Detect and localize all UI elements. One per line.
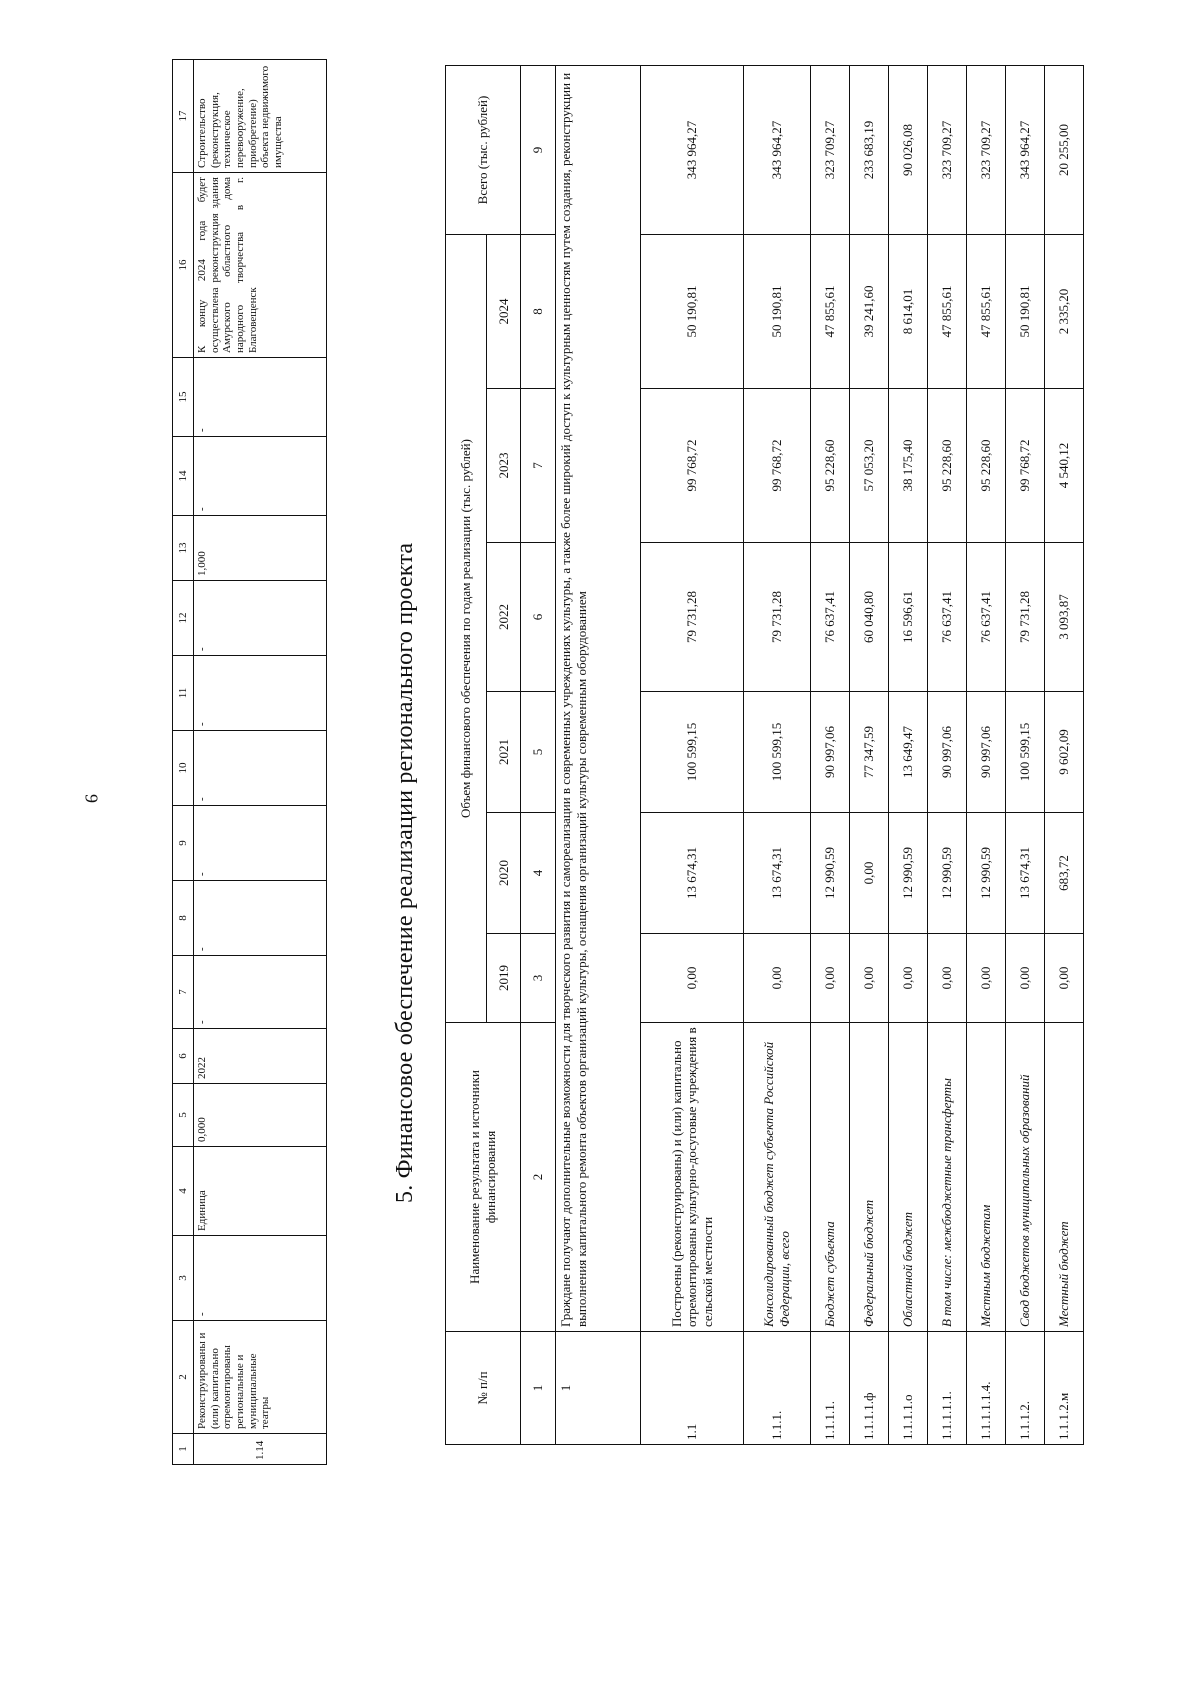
- row-value: 4 540,12: [1045, 389, 1084, 543]
- row-value: 0,00: [967, 934, 1006, 1023]
- row-value: 0,00: [889, 934, 928, 1023]
- row-number: 1.1.1.1.1.4.: [967, 1332, 1006, 1445]
- year-header: 2019: [487, 934, 521, 1023]
- financing-row: [811, 66, 850, 1445]
- cell: -: [194, 731, 327, 806]
- row-value: 100 599,15: [1006, 692, 1045, 813]
- row-name: Местным бюджетам: [967, 1023, 1006, 1332]
- row-value: 12 990,59: [811, 813, 850, 934]
- page-number: 9: [81, 794, 102, 803]
- row-number: 1.1.1.1.о: [889, 1332, 928, 1445]
- row-name: Построены (реконструированы) и (или) капитально отремонтированы культурно-досуговые учреждения в сельской местности: [641, 1023, 744, 1332]
- row-value: 9 602,09: [1045, 692, 1084, 813]
- row-value: 90 997,06: [928, 692, 967, 813]
- header-total: Всего (тыс. рублей): [446, 66, 521, 235]
- table1-col-header: 9: [173, 806, 194, 881]
- unit-cell: Единица: [194, 1147, 327, 1236]
- row-value: 79 731,28: [1006, 543, 1045, 692]
- row-total: 90 026,08: [889, 66, 928, 235]
- row-value: 47 855,61: [967, 235, 1006, 389]
- table1-row: [194, 60, 327, 1465]
- table1-col-header: 13: [173, 516, 194, 581]
- index-cell: 5: [521, 692, 556, 813]
- row-value: 12 990,59: [967, 813, 1006, 934]
- table1-col-header: 14: [173, 437, 194, 516]
- row-number: 1.1.1.2.: [1006, 1332, 1045, 1445]
- row-value: 0,00: [850, 813, 889, 934]
- row-value: 0,00: [1045, 934, 1084, 1023]
- row-value: 3 093,87: [1045, 543, 1084, 692]
- cell: -: [194, 581, 327, 656]
- index-cell: 2: [521, 1023, 556, 1332]
- index-cell: 4: [521, 813, 556, 934]
- row-value: 13 674,31: [641, 813, 744, 934]
- row-number: 1.1.1.1.: [811, 1332, 850, 1445]
- cell: 1,000: [194, 516, 327, 581]
- header-volume: Объем финансового обеспечения по годам реализации (тыс. рублей): [446, 235, 487, 1023]
- cell: -: [194, 881, 327, 956]
- year-header: 2023: [487, 389, 521, 543]
- row-value: 47 855,61: [928, 235, 967, 389]
- row-value: 2 335,20: [1045, 235, 1084, 389]
- row-total: 233 683,19: [850, 66, 889, 235]
- row-value: 0,00: [641, 934, 744, 1023]
- type-cell: Строительство (реконструкция, техническое перевооружение, приобретение) объекта недвижимого имущества: [194, 60, 327, 173]
- index-cell: 6: [521, 543, 556, 692]
- cell: -: [194, 437, 327, 516]
- index-cell: 7: [521, 389, 556, 543]
- results-table-continuation: [172, 59, 327, 1465]
- table1-col-header: 10: [173, 731, 194, 806]
- table1-col-header: 1: [173, 1434, 194, 1465]
- cell: 0,000: [194, 1084, 327, 1147]
- year-header: 2020: [487, 813, 521, 934]
- row-value: 99 768,72: [744, 389, 811, 543]
- row-value: 683,72: [1045, 813, 1084, 934]
- goal-text: Граждане получают дополнительные возможности для творческого развития и самореализации в современных учреждениях культуры, а также более широкий доступ к культурным ценностям путем создания, реконструкции и выполнения капитального ремонта объектов организаций культуры, оснащения организаций культуры современным оборудованием: [556, 66, 641, 1332]
- index-cell: 1: [521, 1332, 556, 1445]
- row-value: 38 175,40: [889, 389, 928, 543]
- financing-row: [1045, 66, 1084, 1445]
- table1-col-header: 2: [173, 1321, 194, 1434]
- index-cell: 3: [521, 934, 556, 1023]
- row-value: 13 649,47: [889, 692, 928, 813]
- row-name: Свод бюджетов муниципальных образований: [1006, 1023, 1045, 1332]
- table1-col-header: 4: [173, 1147, 194, 1236]
- characteristic-cell: К концу 2024 года будет осуществлена реконструкция здания Амурского областного дома народного творчества в г. Благовещенск: [194, 173, 327, 358]
- row-value: 76 637,41: [967, 543, 1006, 692]
- row-value: 99 768,72: [1006, 389, 1045, 543]
- row-number: 1.1.1.: [744, 1332, 811, 1445]
- cell: -: [194, 806, 327, 881]
- header-num: № п/п: [446, 1332, 521, 1445]
- table1-col-header: 12: [173, 581, 194, 656]
- row-value: 12 990,59: [928, 813, 967, 934]
- row-value: 79 731,28: [744, 543, 811, 692]
- cell: -: [194, 358, 327, 437]
- row-value: 0,00: [928, 934, 967, 1023]
- row-name: Федеральный бюджет: [850, 1023, 889, 1332]
- row-total: 343 964,27: [641, 66, 744, 235]
- financing-rows: [641, 66, 1084, 1445]
- row-value: 100 599,15: [641, 692, 744, 813]
- goal-row: [556, 66, 641, 1445]
- row-number: 1.14: [194, 1434, 327, 1465]
- row-value: 0,00: [744, 934, 811, 1023]
- financing-row: [850, 66, 889, 1445]
- row-value: 90 997,06: [811, 692, 850, 813]
- row-total: 343 964,27: [744, 66, 811, 235]
- year-header: 2024: [487, 235, 521, 389]
- table1-col-header: 15: [173, 358, 194, 437]
- row-value: 60 040,80: [850, 543, 889, 692]
- year-header: 2022: [487, 543, 521, 692]
- financing-row: [1006, 66, 1045, 1445]
- result-name: Реконструированы и (или) капитально отремонтированы региональные и муниципальные театры: [194, 1321, 327, 1434]
- row-total: 323 709,27: [928, 66, 967, 235]
- cell: 2022: [194, 1029, 327, 1084]
- table2-header-row: [446, 66, 487, 1445]
- row-name: Бюджет субъекта: [811, 1023, 850, 1332]
- row-number: 1.1.1.2.м: [1045, 1332, 1084, 1445]
- cell: -: [194, 1236, 327, 1321]
- row-value: 57 053,20: [850, 389, 889, 543]
- row-value: 90 997,06: [967, 692, 1006, 813]
- row-value: 0,00: [850, 934, 889, 1023]
- row-value: 47 855,61: [811, 235, 850, 389]
- row-value: 50 190,81: [1006, 235, 1045, 389]
- financing-row: [967, 66, 1006, 1445]
- financing-row: [928, 66, 967, 1445]
- row-name: В том числе: межбюджетные трансферты: [928, 1023, 967, 1332]
- financing-row: [889, 66, 928, 1445]
- row-value: 39 241,60: [850, 235, 889, 389]
- row-value: 50 190,81: [744, 235, 811, 389]
- table1-col-header: 6: [173, 1029, 194, 1084]
- row-number: 1.1: [641, 1332, 744, 1445]
- row-value: 12 990,59: [889, 813, 928, 934]
- row-value: 0,00: [811, 934, 850, 1023]
- row-value: 8 614,01: [889, 235, 928, 389]
- table2-index-row: [521, 66, 556, 1445]
- row-value: 95 228,60: [811, 389, 850, 543]
- table1-col-header: 5: [173, 1084, 194, 1147]
- table1-col-header: 16: [173, 173, 194, 358]
- row-value: 16 596,61: [889, 543, 928, 692]
- financing-table: [445, 65, 1084, 1445]
- financing-row: [641, 66, 744, 1445]
- row-value: 95 228,60: [928, 389, 967, 543]
- row-value: 0,00: [1006, 934, 1045, 1023]
- row-value: 79 731,28: [641, 543, 744, 692]
- row-value: 99 768,72: [641, 389, 744, 543]
- table1-col-header: 7: [173, 956, 194, 1029]
- header-name: Наименование результата и источники финансирования: [446, 1023, 521, 1332]
- row-value: 50 190,81: [641, 235, 744, 389]
- row-value: 100 599,15: [744, 692, 811, 813]
- row-number: 1.1.1.1.ф: [850, 1332, 889, 1445]
- table1-header-row: [173, 60, 194, 1465]
- row-name: Областной бюджет: [889, 1023, 928, 1332]
- row-value: 76 637,41: [928, 543, 967, 692]
- table1-col-header: 11: [173, 656, 194, 731]
- table1-col-header: 17: [173, 60, 194, 173]
- row-total: 20 255,00: [1045, 66, 1084, 235]
- table1-col-header: 3: [173, 1236, 194, 1321]
- index-cell: 9: [521, 66, 556, 235]
- section-title: 5. Финансовое обеспечение реализации регионального проекта: [392, 542, 418, 1203]
- row-number: 1.1.1.1.1.: [928, 1332, 967, 1445]
- goal-number: 1: [556, 1332, 641, 1445]
- row-total: 343 964,27: [1006, 66, 1045, 235]
- financing-row: [744, 66, 811, 1445]
- row-value: 77 347,59: [850, 692, 889, 813]
- cell: -: [194, 656, 327, 731]
- row-name: Консолидированный бюджет субъекта Российской Федерации, всего: [744, 1023, 811, 1332]
- row-total: 323 709,27: [811, 66, 850, 235]
- index-cell: 8: [521, 235, 556, 389]
- row-value: 95 228,60: [967, 389, 1006, 543]
- table1-col-header: 8: [173, 881, 194, 956]
- cell: -: [194, 956, 327, 1029]
- row-value: 76 637,41: [811, 543, 850, 692]
- year-header: 2021: [487, 692, 521, 813]
- row-value: 13 674,31: [1006, 813, 1045, 934]
- row-total: 323 709,27: [967, 66, 1006, 235]
- row-name: Местный бюджет: [1045, 1023, 1084, 1332]
- row-value: 13 674,31: [744, 813, 811, 934]
